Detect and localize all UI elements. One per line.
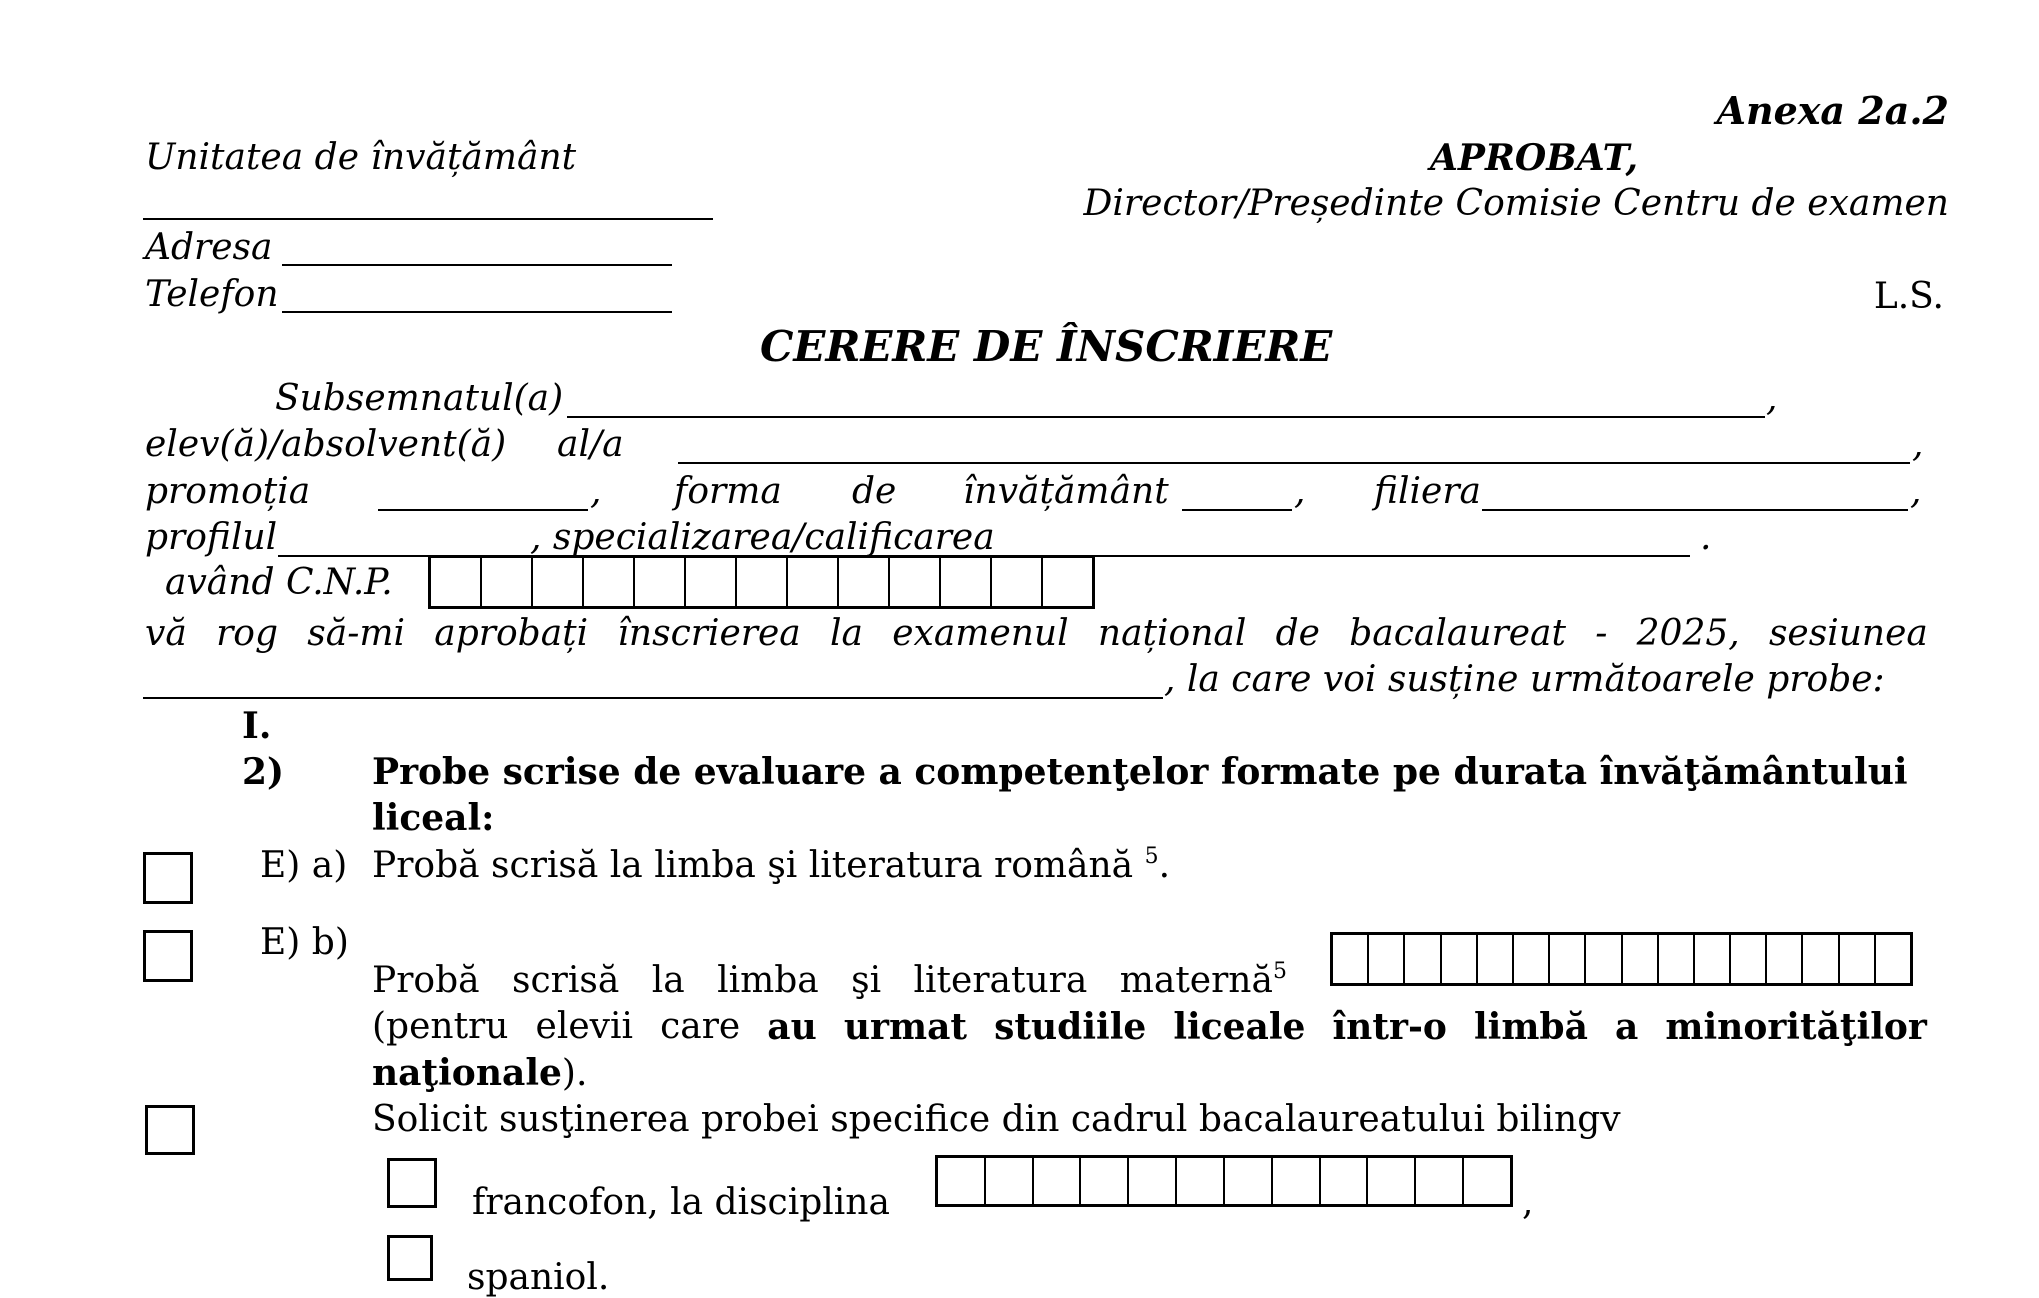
education-form-field-line[interactable] xyxy=(1182,509,1292,511)
name-field-line[interactable] xyxy=(567,416,1765,418)
name-comma: , xyxy=(1766,378,1778,419)
session-field-line[interactable] xyxy=(143,697,1163,699)
school-label: Unitatea de învățământ xyxy=(145,137,577,178)
specialization-label: , specializarea/calificarea xyxy=(530,517,995,558)
exam-eb-note-end: naţionale). xyxy=(372,1052,588,1094)
undersigned-label: Subsemnatul(a) xyxy=(275,378,564,419)
promotion-label: promoția xyxy=(145,471,311,512)
francophone-checkbox[interactable] xyxy=(387,1158,437,1208)
form-label-3: învățământ xyxy=(963,471,1169,512)
request-paragraph: vă rog să-mi aprobați înscrierea la examenul național de bacalaureat - 2025, sesiunea xyxy=(145,613,1928,654)
annex-label: Anexa 2a.2 xyxy=(1716,88,1949,133)
address-field-line[interactable] xyxy=(282,264,672,266)
branch-comma: , xyxy=(1910,471,1922,512)
promotion-comma: , xyxy=(590,471,602,512)
branch-label: filiera xyxy=(1374,471,1482,512)
promotion-field-line[interactable] xyxy=(378,509,588,511)
specialization-period: . xyxy=(1700,517,1712,558)
student-label-of: al/a xyxy=(557,424,624,465)
branch-field-line[interactable] xyxy=(1482,509,1908,511)
section-title-line-1: Probe scrise de evaluare a competenţelor formate pe durata învăţământului xyxy=(372,751,1908,793)
exam-ea-code: E) a) xyxy=(260,845,348,886)
phone-label: Telefon xyxy=(145,274,279,315)
exam-ea-checkbox[interactable] xyxy=(143,852,193,904)
bilingual-label: Solicit susţinerea probei specifice din cadrul bacalaureatului bilingv xyxy=(372,1099,1621,1140)
phone-field-line[interactable] xyxy=(282,311,672,313)
ls-label: L.S. xyxy=(1873,276,1944,317)
address-label: Adresa xyxy=(145,227,273,268)
exam-ea-label: Probă scrisă la limba şi literatura română $^5$. xyxy=(372,844,1171,886)
request-end-text: , la care voi susține următoarele probe: xyxy=(1164,659,1885,700)
page-title: CERERE DE ÎNSCRIERE xyxy=(760,322,1333,371)
school-name-field-line[interactable] xyxy=(678,462,1910,464)
student-label: elev(ă)/absolvent(ă) xyxy=(145,424,507,465)
education-form-comma: , xyxy=(1294,471,1306,512)
approved-label: APROBAT, xyxy=(1430,137,1639,179)
exam-eb-label: Probă scrisă la limba şi literatura maternă$^5$ xyxy=(372,959,1287,1001)
spanish-checkbox[interactable] xyxy=(387,1235,433,1281)
form-label-1: forma xyxy=(674,471,782,512)
profile-label: profilul xyxy=(145,517,278,558)
mother-tongue-input-boxes[interactable] xyxy=(1330,932,1913,986)
francophone-comma: , xyxy=(1522,1182,1534,1223)
cnp-input-boxes[interactable] xyxy=(428,555,1095,609)
exam-eb-note: (pentru elevii care au urmat studiile liceale într-o limbă a minorităţilor xyxy=(372,1006,1927,1048)
section-roman-number: I. xyxy=(242,705,272,747)
school-field-line[interactable] xyxy=(143,218,713,220)
exam-eb-code: E) b) xyxy=(260,922,349,963)
spanish-label: spaniol. xyxy=(467,1257,610,1298)
director-label: Director/Președinte Comisie Centru de examen xyxy=(1083,183,1949,224)
francophone-discipline-input-boxes[interactable] xyxy=(935,1155,1513,1207)
specialization-field-line[interactable] xyxy=(1022,555,1690,557)
francophone-label: francofon, la disciplina xyxy=(472,1182,890,1223)
cnp-label: având C.N.P. xyxy=(165,562,393,603)
section-title-line-2: liceal: xyxy=(372,797,495,839)
section-number: 2) xyxy=(242,751,285,793)
bilingual-checkbox[interactable] xyxy=(145,1105,195,1155)
school-name-comma: , xyxy=(1912,424,1924,465)
form-label-2: de xyxy=(852,471,897,512)
exam-eb-checkbox[interactable] xyxy=(143,930,193,982)
